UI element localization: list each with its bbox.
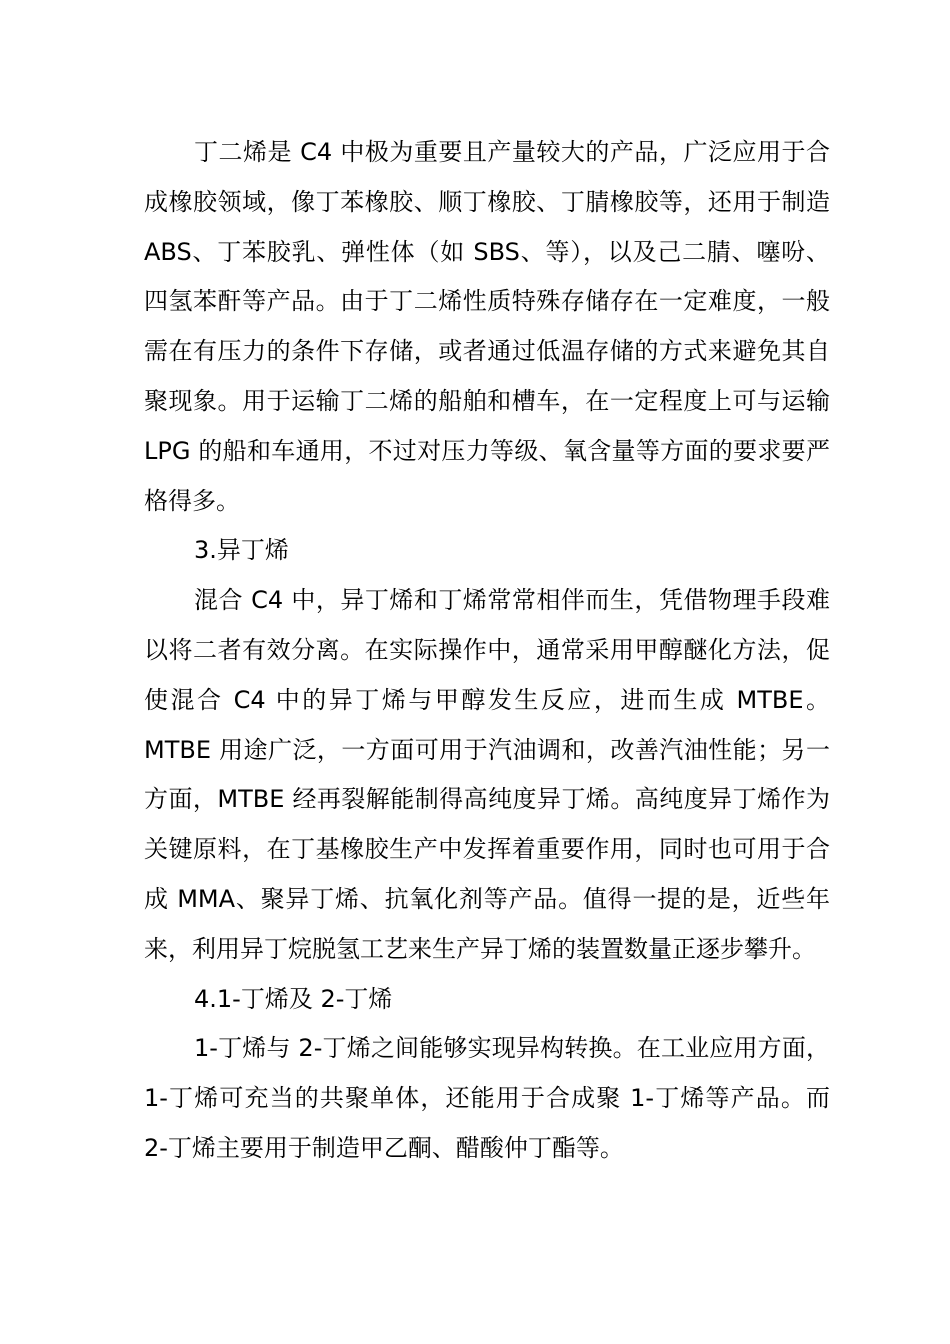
section-heading-butenes: 4.1-丁烯及 2-丁烯 xyxy=(194,984,393,1013)
document-body xyxy=(144,128,830,1174)
paragraph-butenes: 1-丁烯与 2-丁烯之间能够实现异构转换。在工业应用方面，1-丁烯可充当的共聚单体，还能用于合成聚 1-丁烯等产品。而 2-丁烯主要用于制造甲乙酮、醋酸仲丁酯等。 xyxy=(144,1034,830,1162)
paragraph-butadiene: 丁二烯是 C4 中极为重要且产量较大的产品，广泛应用于合成橡胶领域，像丁苯橡胶、顺丁橡胶、丁腈橡胶等，还用于制造 ABS、丁苯胶乳、弹性体（如 SBS、等），以及己二腈、噻吩、四氢苯酐等产品。由于丁二烯性质特殊存储存在一定难度，一般需在有压力的条件下存储，或者通过低温存储的方式来避免其自聚现象。用于运输丁二烯的船舶和槽车，在一定程度上可与运输 LPG 的船和车通用，不过对压力等级、氧含量等方面的要求要严格得多。 xyxy=(144,138,830,515)
section-heading-isobutene: 3.异丁烯 xyxy=(194,536,289,565)
paragraph-isobutene: 混合 C4 中，异丁烯和丁烯常常相伴而生，凭借物理手段难以将二者有效分离。在实际操作中，通常采用甲醇醚化方法，促使混合 C4 中的异丁烯与甲醇发生反应，进而生成 MTBE。MTBE 用途广泛，一方面可用于汽油调和，改善汽油性能；另一方面，MTBE 经再裂解能制得高纯度异丁烯。高纯度异丁烯作为关键原料，在丁基橡胶生产中发挥着重要作用，同时也可用于合成 MMA、聚异丁烯、抗氧化剂等产品。值得一提的是，近些年来，利用异丁烷脱氢工艺来生产异丁烯的装置数量正逐步攀升。 xyxy=(144,586,830,963)
